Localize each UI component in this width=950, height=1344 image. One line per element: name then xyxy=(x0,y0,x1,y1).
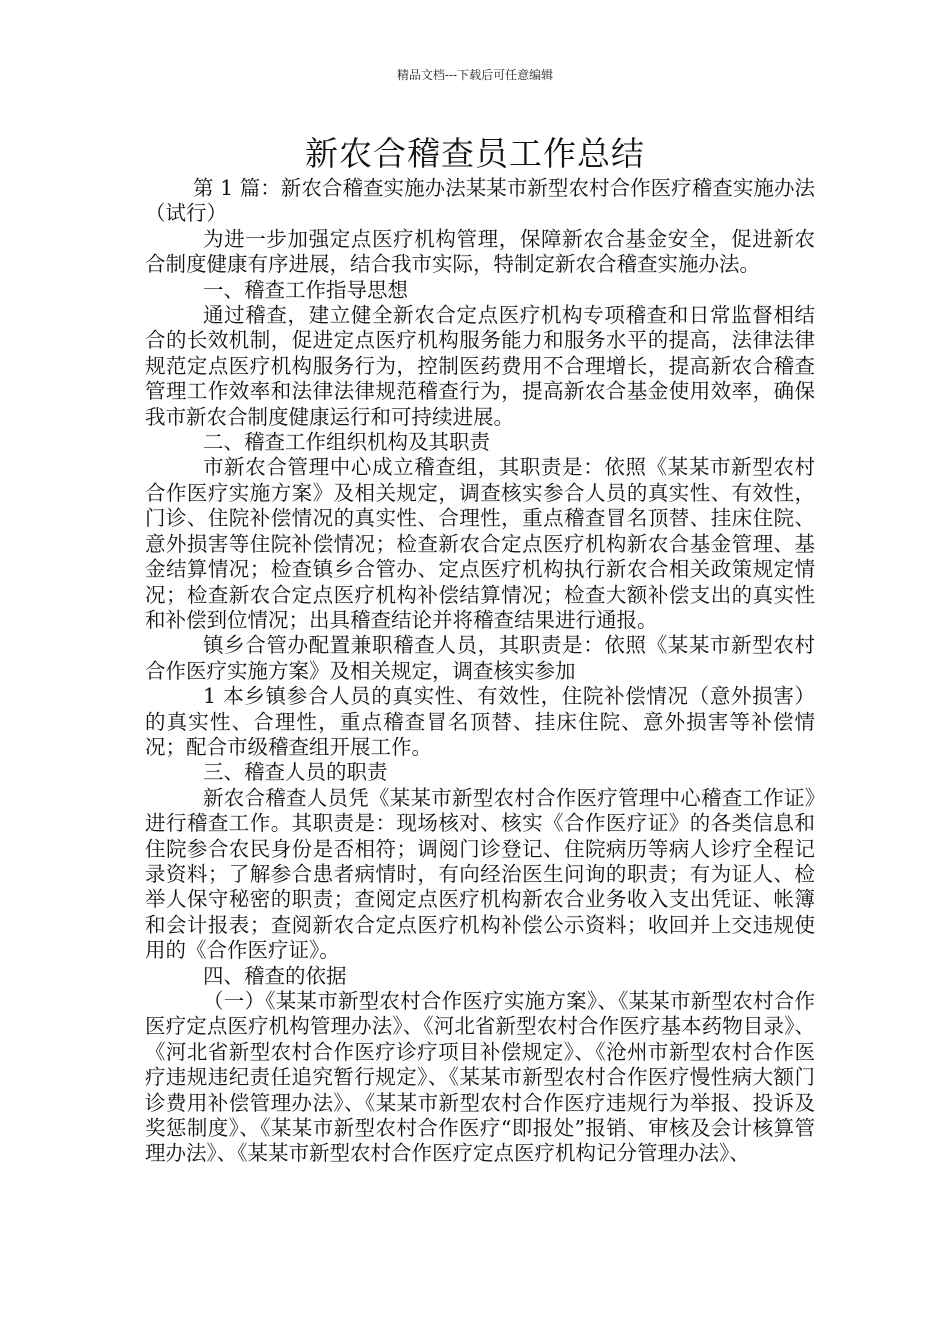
section-heading: 一、稽查工作指导思想 xyxy=(203,277,408,302)
document-title: 新农合稽查员工作总结 xyxy=(305,134,645,173)
paragraph: 为进一步加强定点医疗机构管理，保障新农合基金安全，促进新农合制度健康有序进展，结合我市实际，特制定新农合稽查实施办法。 xyxy=(145,226,815,277)
paragraph: 市新农合管理中心成立稽查组，其职责是：依照《某某市新型农村合作医疗实施方案》及相关规定，调查核实参合人员的真实性、有效性，门诊、住院补偿情况的真实性、合理性，重点稽查冒名顶替、挂床住院、意外损害等住院补偿情况；检查新农合定点医疗机构新农合基金管理、基金结算情况；检查镇乡合管办、定点医疗机构执行新农合相关政策规定情况；检查新农合定点医疗机构补偿结算情况；检查大额补偿支出的真实性和补偿到位情况；出具稽查结论并将稽查结果进行通报。 xyxy=(145,455,815,632)
paragraph: 1 本乡镇参合人员的真实性、有效性，住院补偿情况（意外损害）的真实性、合理性，重点稽查冒名顶替、挂床住院、意外损害等补偿情况；配合市级稽查组开展工作。 xyxy=(145,684,815,759)
paragraph: 通过稽查，建立健全新农合定点医疗机构专项稽查和日常监督相结合的长效机制，促进定点医疗机构服务能力和服务水平的提高，法律法律规范定点医疗机构服务行为，控制医药费用不合理增长，提高新农合稽查管理工作效率和法律法律规范稽查行为，提高新农合基金使用效率，确保我市新农合制度健康运行和可持续进展。 xyxy=(145,303,815,429)
page-header: 精品文档---下载后可任意编辑 xyxy=(396,68,554,82)
paragraph: 新农合稽查人员凭《某某市新型农村合作医疗管理中心稽查工作证》进行稽查工作。其职责是：现场核对、核实《合作医疗证》的各类信息和住院参合农民身份是否相符；调阅门诊登记、住院病历等病人诊疗全程记录资料；了解参合患者病情时，有向经治医生问询的职责；有为证人、检举人保守秘密的职责；查阅定点医疗机构新农合业务收入支出凭证、帐簿和会计报表；查阅新农合定点医疗机构补偿公示资料；收回并上交违规使用的《合作医疗证》。 xyxy=(145,785,815,963)
document-body xyxy=(145,176,815,1167)
section-heading: 二、稽查工作组织机构及其职责 xyxy=(203,430,490,455)
section-heading: 四、稽查的依据 xyxy=(203,963,347,988)
paragraph: 镇乡合管办配置兼职稽查人员，其职责是：依照《某某市新型农村合作医疗实施方案》及相关规定，调查核实参加 xyxy=(145,633,815,683)
paragraph: （一）《某某市新型农村合作医疗实施方案》、《某某市新型农村合作医疗定点医疗机构管理办法》、《河北省新型农村合作医疗基本药物目录》、《河北省新型农村合作医疗诊疗项目补偿规定》、《沧州市新型农村合作医疗违规违纪责任追究暂行规定》、《某某市新型农村合作医疗慢性病大额门诊费用补偿管理办法》、《某某市新型农村合作医疗违规行为举报、投诉及奖惩制度》、《某某市新型农村合作医疗“即报处”报销、审核及会计核算管理办法》、《某某市新型农村合作医疗定点医疗机构记分管理办法》、 xyxy=(145,989,815,1166)
section-heading: 三、稽查人员的职责 xyxy=(203,760,388,785)
paragraph: 第 1 篇：新农合稽查实施办法某某市新型农村合作医疗稽查实施办法（试行） xyxy=(145,176,815,226)
